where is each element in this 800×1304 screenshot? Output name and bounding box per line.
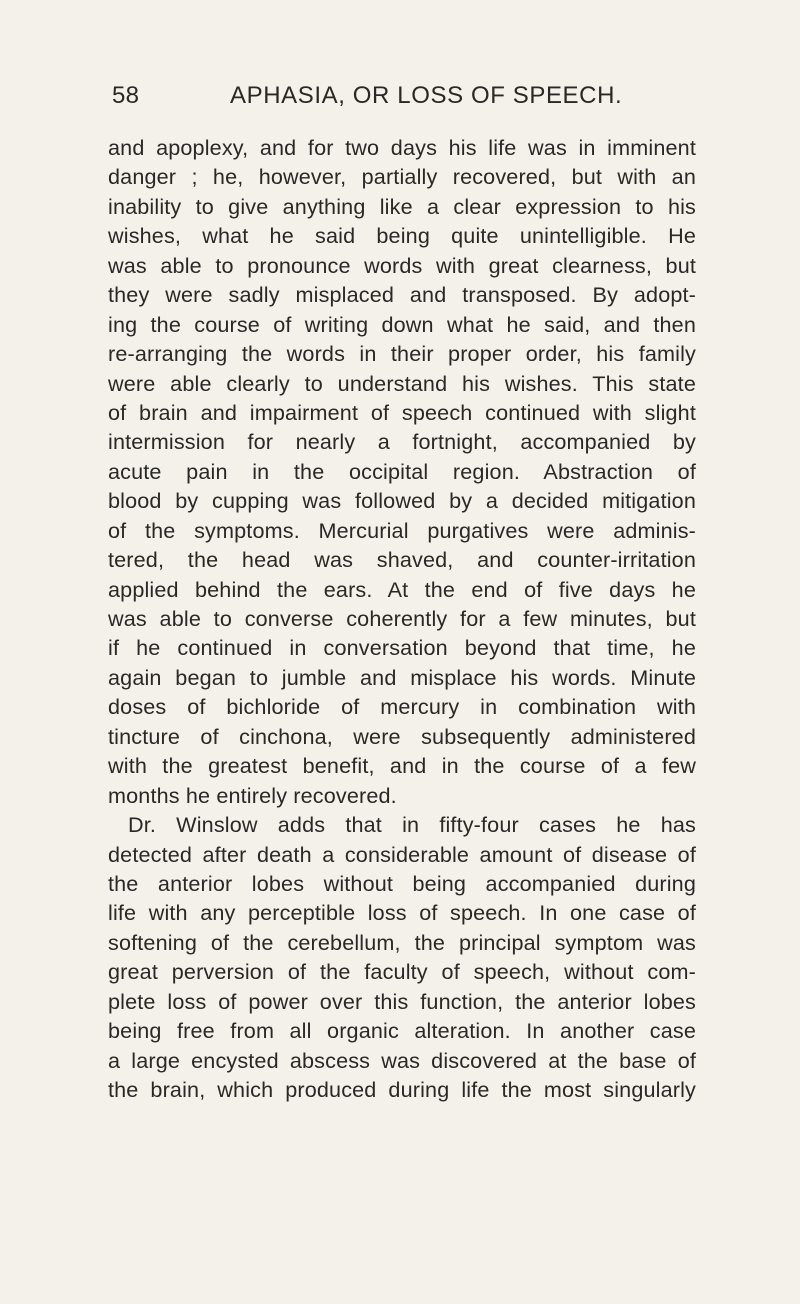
text-line: with the greatest benefit, and in the course of a few xyxy=(108,753,696,779)
paragraph-last-line: months he entirely recovered. xyxy=(108,782,397,808)
text-line: was able to converse coherently for a few minutes, but xyxy=(108,606,696,631)
page-number: 58 xyxy=(112,82,140,109)
text-line: doses of bichloride of mercury in combination with xyxy=(108,694,696,720)
text-line: of the symptoms. Mercurial purgatives were adminis- xyxy=(108,517,696,543)
text-line: tincture of cinchona, were subsequently administered xyxy=(108,723,696,749)
text-line: they were sadly misplaced and transposed. By adopt- xyxy=(108,282,696,308)
paragraph-first-line: Dr. Winslow adds that in fifty-four cases he has xyxy=(128,812,696,838)
text-line: danger ; he, however, partially recovered, but with an xyxy=(108,164,696,190)
text-line: life with any perceptible loss of speech. In one case of xyxy=(108,900,696,926)
text-line: was able to pronounce words with great clearness, but xyxy=(108,252,696,278)
text-line: being free from all organic alteration. In another case xyxy=(108,1018,696,1044)
text-line: applied behind the ears. At the end of five days he xyxy=(108,576,696,602)
text-line: if he continued in conversation beyond that time, he xyxy=(108,635,696,661)
text-line: plete loss of power over this function, the anterior lobes xyxy=(108,988,696,1014)
text-line: the brain, which produced during life the most singularly xyxy=(108,1077,696,1102)
text-line: wishes, what he said being quite unintelligible. He xyxy=(108,223,696,249)
running-head-title: APHASIA, OR LOSS OF SPEECH. xyxy=(230,82,623,109)
text-line: detected after death a considerable amount of disease of xyxy=(108,841,696,867)
text-line: softening of the cerebellum, the principal symptom was xyxy=(108,929,696,955)
body-text xyxy=(108,133,696,1104)
text-line: were able clearly to understand his wishes. This state xyxy=(108,370,696,396)
text-line: re-arranging the words in their proper order, his family xyxy=(108,341,696,367)
text-line: the anterior lobes without being accompanied during xyxy=(108,870,696,896)
text-line: inability to give anything like a clear expression to his xyxy=(108,193,696,219)
text-line: great perversion of the faculty of speech, without com- xyxy=(108,959,696,985)
text-line: intermission for nearly a fortnight, accompanied by xyxy=(108,429,696,455)
text-line: acute pain in the occipital region. Abstraction of xyxy=(108,458,696,484)
text-line: and apoplexy, and for two days his life was in imminent xyxy=(108,135,696,160)
text-line: again began to jumble and misplace his words. Minute xyxy=(108,664,696,690)
text-line: a large encysted abscess was discovered at the base of xyxy=(108,1047,696,1073)
text-line: tered, the head was shaved, and counter-irritation xyxy=(108,547,696,573)
running-head xyxy=(112,82,692,118)
text-line: blood by cupping was followed by a decided mitigation xyxy=(108,488,696,514)
text-line: of brain and impairment of speech continued with slight xyxy=(108,399,696,425)
text-line: ing the course of writing down what he said, and then xyxy=(108,311,696,337)
